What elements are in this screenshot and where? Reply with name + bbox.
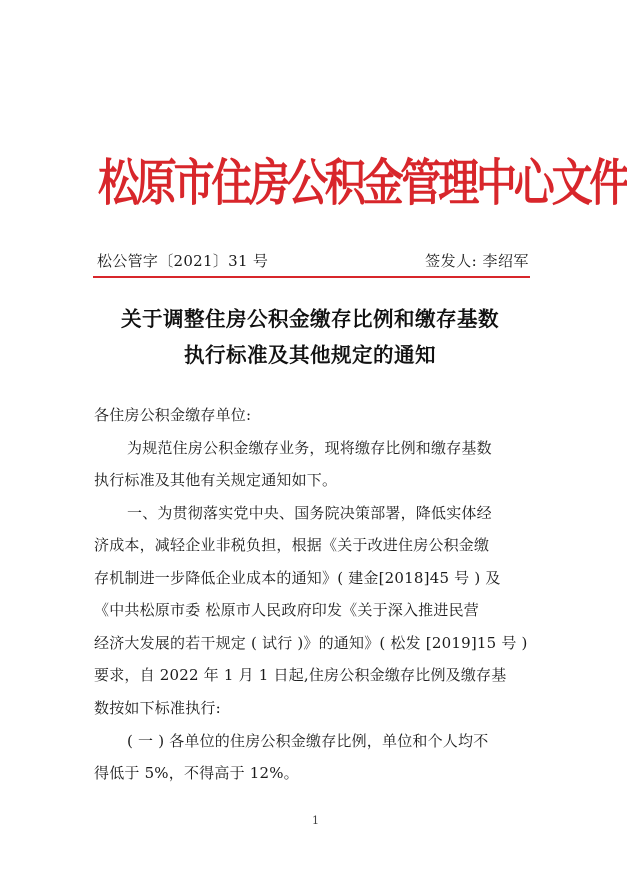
document-number: 松公管字〔2021〕31 号 [97, 252, 269, 270]
body-line: 经济大发展的若干规定 ( 试行 )》的通知》( 松发 [2019]15 号 ) [94, 634, 528, 652]
body-line: ( 一 ) 各单位的住房公积金缴存比例，单位和个人均不 [127, 732, 489, 750]
salutation: 各住房公积金缴存单位: [94, 406, 252, 424]
body-line: 执行标准及其他有关规定通知如下。 [94, 471, 338, 489]
body-line: 《中共松原市委 松原市人民政府印发《关于深入推进民营 [94, 601, 479, 619]
body-line: 数按如下标准执行: [94, 699, 221, 717]
signer-label: 签发人: [425, 252, 483, 270]
signer-name: 李绍军 [482, 252, 529, 270]
red-divider-line [93, 276, 530, 278]
signer [425, 250, 529, 271]
notice-title-line-1: 关于调整住房公积金缴存比例和缴存基数 [121, 307, 499, 331]
body-line: 为规范住房公积金缴存业务，现将缴存比例和缴存基数 [127, 439, 492, 457]
page-number: 1 [312, 814, 319, 827]
body-line: 要求，自 2022 年 1 月 1 日起,住房公积金缴存比例及缴存基 [94, 666, 507, 684]
notice-title-line-2: 执行标准及其他规定的通知 [184, 343, 436, 367]
body-line: 得低于 5%，不得高于 12%。 [94, 764, 299, 782]
body-line: 济成本，减轻企业非税负担，根据《关于改进住房公积金缴 [94, 536, 490, 554]
body-line: 一、为贯彻落实党中央、国务院决策部署，降低实体经 [127, 504, 492, 522]
red-header-title: 松原市住房公积金管理中心文件 [98, 153, 627, 213]
body-line: 存机制进一步降低企业成本的通知》( 建金[2018]45 号 ) 及 [94, 569, 501, 587]
